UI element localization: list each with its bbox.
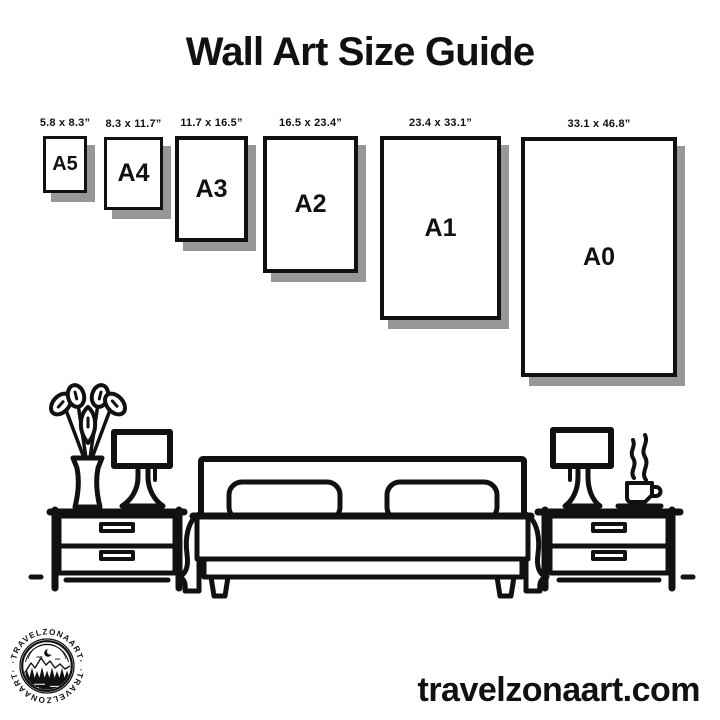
drawer-handle-icon [593,552,625,559]
nightstand-right-icon [538,510,680,588]
size-code-label: A5 [52,153,78,175]
page-title: Wall Art Size Guide [185,30,535,74]
mattress [197,517,528,559]
table-lamp-right-icon [553,430,611,506]
coffee-cup-icon [618,435,661,506]
bed-frame [204,559,522,577]
bed-icon [178,459,547,596]
steam-icon [632,440,635,478]
logo-arc-text-top: ·TRAVELZONAART· [8,627,86,664]
drawer-handle-icon [593,524,625,531]
brand-logo [2,620,92,712]
size-dimensions-label: 16.5 x 23.4” [279,117,342,129]
size-dimensions-label: 33.1 x 46.8” [567,118,631,130]
size-dimensions-label: 11.7 x 16.5” [180,117,243,129]
nightstand-left-icon [50,510,184,588]
bed-leg [497,577,514,596]
size-frame-a5 [43,136,87,193]
logo-arc-text-bottom: ·TRAVELZONAART· [8,668,86,705]
size-code-label: A3 [195,174,228,203]
size-dimensions-label: 8.3 x 11.7” [105,118,162,130]
drawer-handle-icon [101,552,133,559]
bedroom-illustration [0,380,720,600]
size-frame-a3 [175,136,248,242]
size-code-label: A1 [424,213,457,242]
size-code-label: A0 [583,242,615,271]
size-code-label: A4 [117,159,150,187]
size-frame-a2 [263,136,358,273]
size-frame-a0 [521,137,677,377]
size-frame-a1 [380,136,501,320]
bed-leg [211,577,228,596]
drawer-handle-icon [101,524,133,531]
size-frame-a4 [104,137,163,210]
table-lamp-left-icon [114,432,170,506]
website-url: travelzonaart.com [417,671,700,709]
steam-icon [643,435,646,480]
size-dimensions-label: 23.4 x 33.1” [409,117,472,129]
size-dimensions-label: 5.8 x 8.3” [39,117,91,129]
size-code-label: A2 [294,190,327,218]
